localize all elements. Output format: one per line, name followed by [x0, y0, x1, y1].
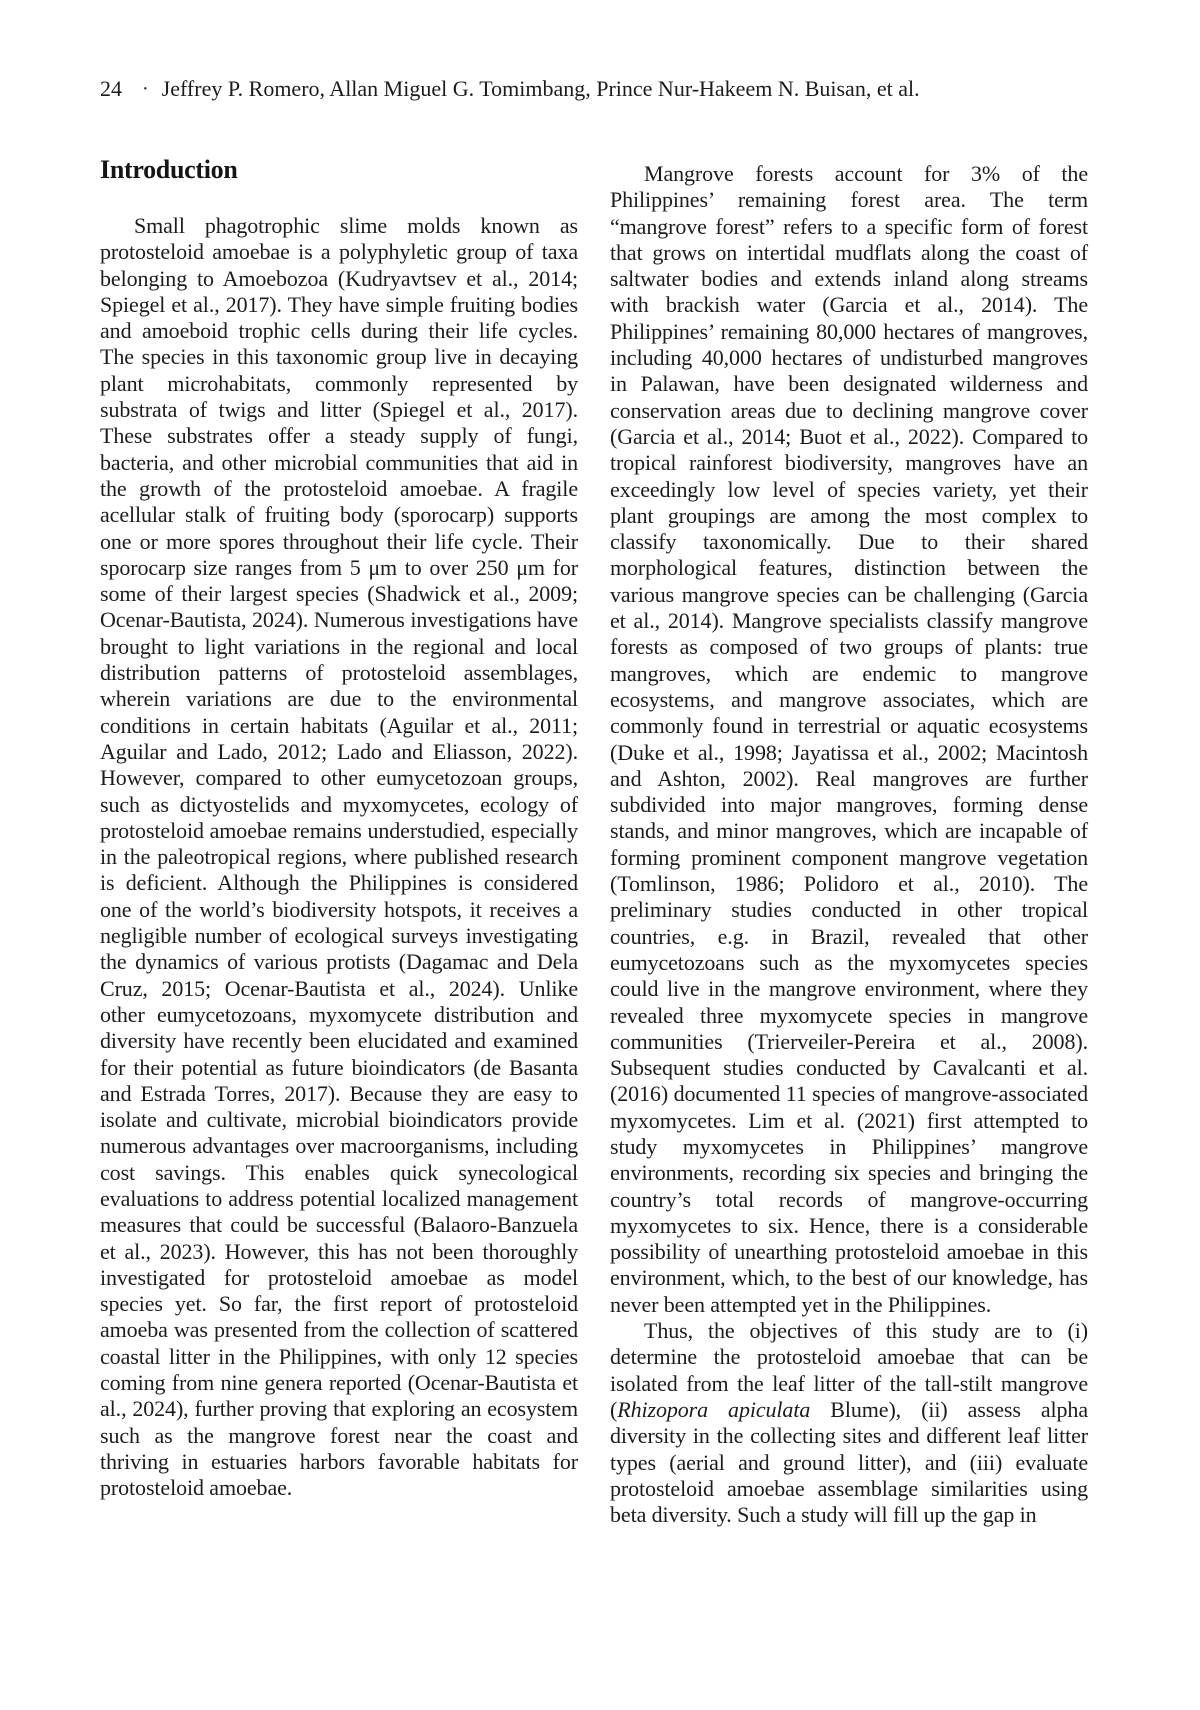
- paragraph-protosteloid-intro: Small phagotrophic slime molds known as protosteloid amoebae is a polyphyletic group of taxa belonging to Amoebozoa (Kudryavtsev et al., 2014; Spiegel et al., 2017). They have simple fruiting bodies and amoeboid trophic cells during their life cycles. The species in this taxonomic group live in decaying plant microhabitats, commonly represented by substrata of twigs and litter (Spiegel et al., 2017). These substrates offer a steady supply of fungi, bacteria, and other microbial communities that aid in the growth of the protosteloid amoebae. A fragile acellular stalk of fruiting body (sporocarp) supports one or more spores throughout their life cycle. Their sporocarp size ranges from 5 μm to over 250 μm for some of their largest species (Shadwick et al., 2009; Ocenar-Bautista, 2024). Numerous investigations have brought to light variations in the regional and local distribution patterns of protosteloid assemblages, wherein variations are due to the environmental conditions in certain habitats (Aguilar et al., 2011; Aguilar and Lado, 2012; Lado and Eliasson, 2022). However, compared to other eumycetozoan groups, such as dictyostelids and myxomycetes, ecology of protosteloid amoebae remains understudied, especially in the paleotropical regions, where published research is deficient. Although the Philippines is considered one of the world’s biodiversity hotspots, it receives a negligible number of ecological surveys investigating the dynamics of various protists (Dagamac and Dela Cruz, 2015; Ocenar-Bautista et al., 2024). Unlike other eumycetozoans, myxomycete distribution and diversity have recently been elucidated and examined for their potential as future bioindicators (de Basanta and Estrada Torres, 2017). Because they are easy to isolate and cultivate, microbial bioindicators provide numerous advantages over macroorganisms, including cost savings. This enables quick synecological evaluations to address potential localized management measures that could be successful (Balaoro-Banzuela et al., 2023). However, this has not been thoroughly investigated for protosteloid amoebae as model species yet. So far, the first report of protosteloid amoeba was presented from the collection of scattered coastal litter in the Philippines, with only 12 species coming from nine genera reported (Ocenar-Bautista et al., 2024), further proving that exploring an ecosystem such as the mangrove forest near the coast and thriving in estuaries harbors favorable habitats for protosteloid amoebae.: [100, 213, 578, 1501]
- running-header: [100, 76, 920, 102]
- objectives-text-after-species: Blume), (ii) assess alpha diversity in the collecting sites and different leaf litter types (aerial and ground litter), and (iii) evaluate protosteloid amoebae assemblage similarities using beta diversity. Such a study will fill up the gap in: [610, 1396, 1088, 1528]
- two-column-layout: [100, 155, 1088, 1528]
- section-heading-introduction: Introduction: [100, 155, 238, 184]
- paragraph-mangrove-background: Mangrove forests account for 3% of the Philippines’ remaining forest area. The term “mangrove forest” refers to a specific form of forest that grows on intertidal mudflats along the coast of saltwater bodies and extends inland along streams with brackish water (Garcia et al., 2014). The Philippines’ remaining 80,000 hectares of mangroves, including 40,000 hectares of undisturbed mangroves in Palawan, have been designated wilderness and conservation areas due to declining mangrove cover (Garcia et al., 2014; Buot et al., 2022). Compared to tropical rainforest biodiversity, mangroves have an exceedingly low level of species variety, yet their plant groupings are among the most complex to classify taxonomically. Due to their shared morphological features, distinction between the various mangrove species can be challenging (Garcia et al., 2014). Mangrove specialists classify mangrove forests as composed of two groups of plants: true mangroves, which are endemic to mangrove ecosystems, and mangrove associates, which are commonly found in terrestrial or aquatic ecosystems (Duke et al., 1998; Jayatissa et al., 2002; Macintosh and Ashton, 2002). Real mangroves are further subdivided into major mangroves, forming dense stands, and minor mangroves, which are incapable of forming prominent component mangrove vegetation (Tomlinson, 1986; Polidoro et al., 2010). The preliminary studies conducted in other tropical countries, e.g. in Brazil, revealed that other eumycetozoans such as the myxomycetes species could live in the mangrove environment, where they revealed three myxomycete species in mangrove communities (Trierveiler-Pereira et al., 2008). Subsequent studies conducted by Cavalcanti et al. (2016) documented 11 species of mangrove-associated myxomycetes. Lim et al. (2021) first attempted to study myxomycetes in Philippines’ mangrove environments, recording six species and bringing the country’s total records of mangrove-occurring myxomycetes to six. Hence, there is a considerable possibility of unearthing protosteloid amoebae in this environment, which, to the best of our knowledge, has never been attempted yet in the Philippines.: [610, 161, 1088, 1317]
- paragraph-study-objectives: [610, 1318, 1088, 1528]
- objectives-text-before-species: Thus, the objectives of this study are to (i) determine the protosteloid amoebae that can be isolated from the leaf litter of the tall-stilt mangrove (: [610, 1318, 1088, 1422]
- species-name-italic: Rhizopora apiculata: [617, 1396, 811, 1422]
- header-separator-dot: ·: [142, 78, 149, 100]
- right-column: [610, 155, 1088, 1528]
- page-number: 24: [100, 76, 122, 101]
- left-column: [100, 155, 578, 1528]
- header-authors: Jeffrey P. Romero, Allan Miguel G. Tomimbang, Prince Nur-Hakeem N. Buisan, et al.: [161, 76, 920, 101]
